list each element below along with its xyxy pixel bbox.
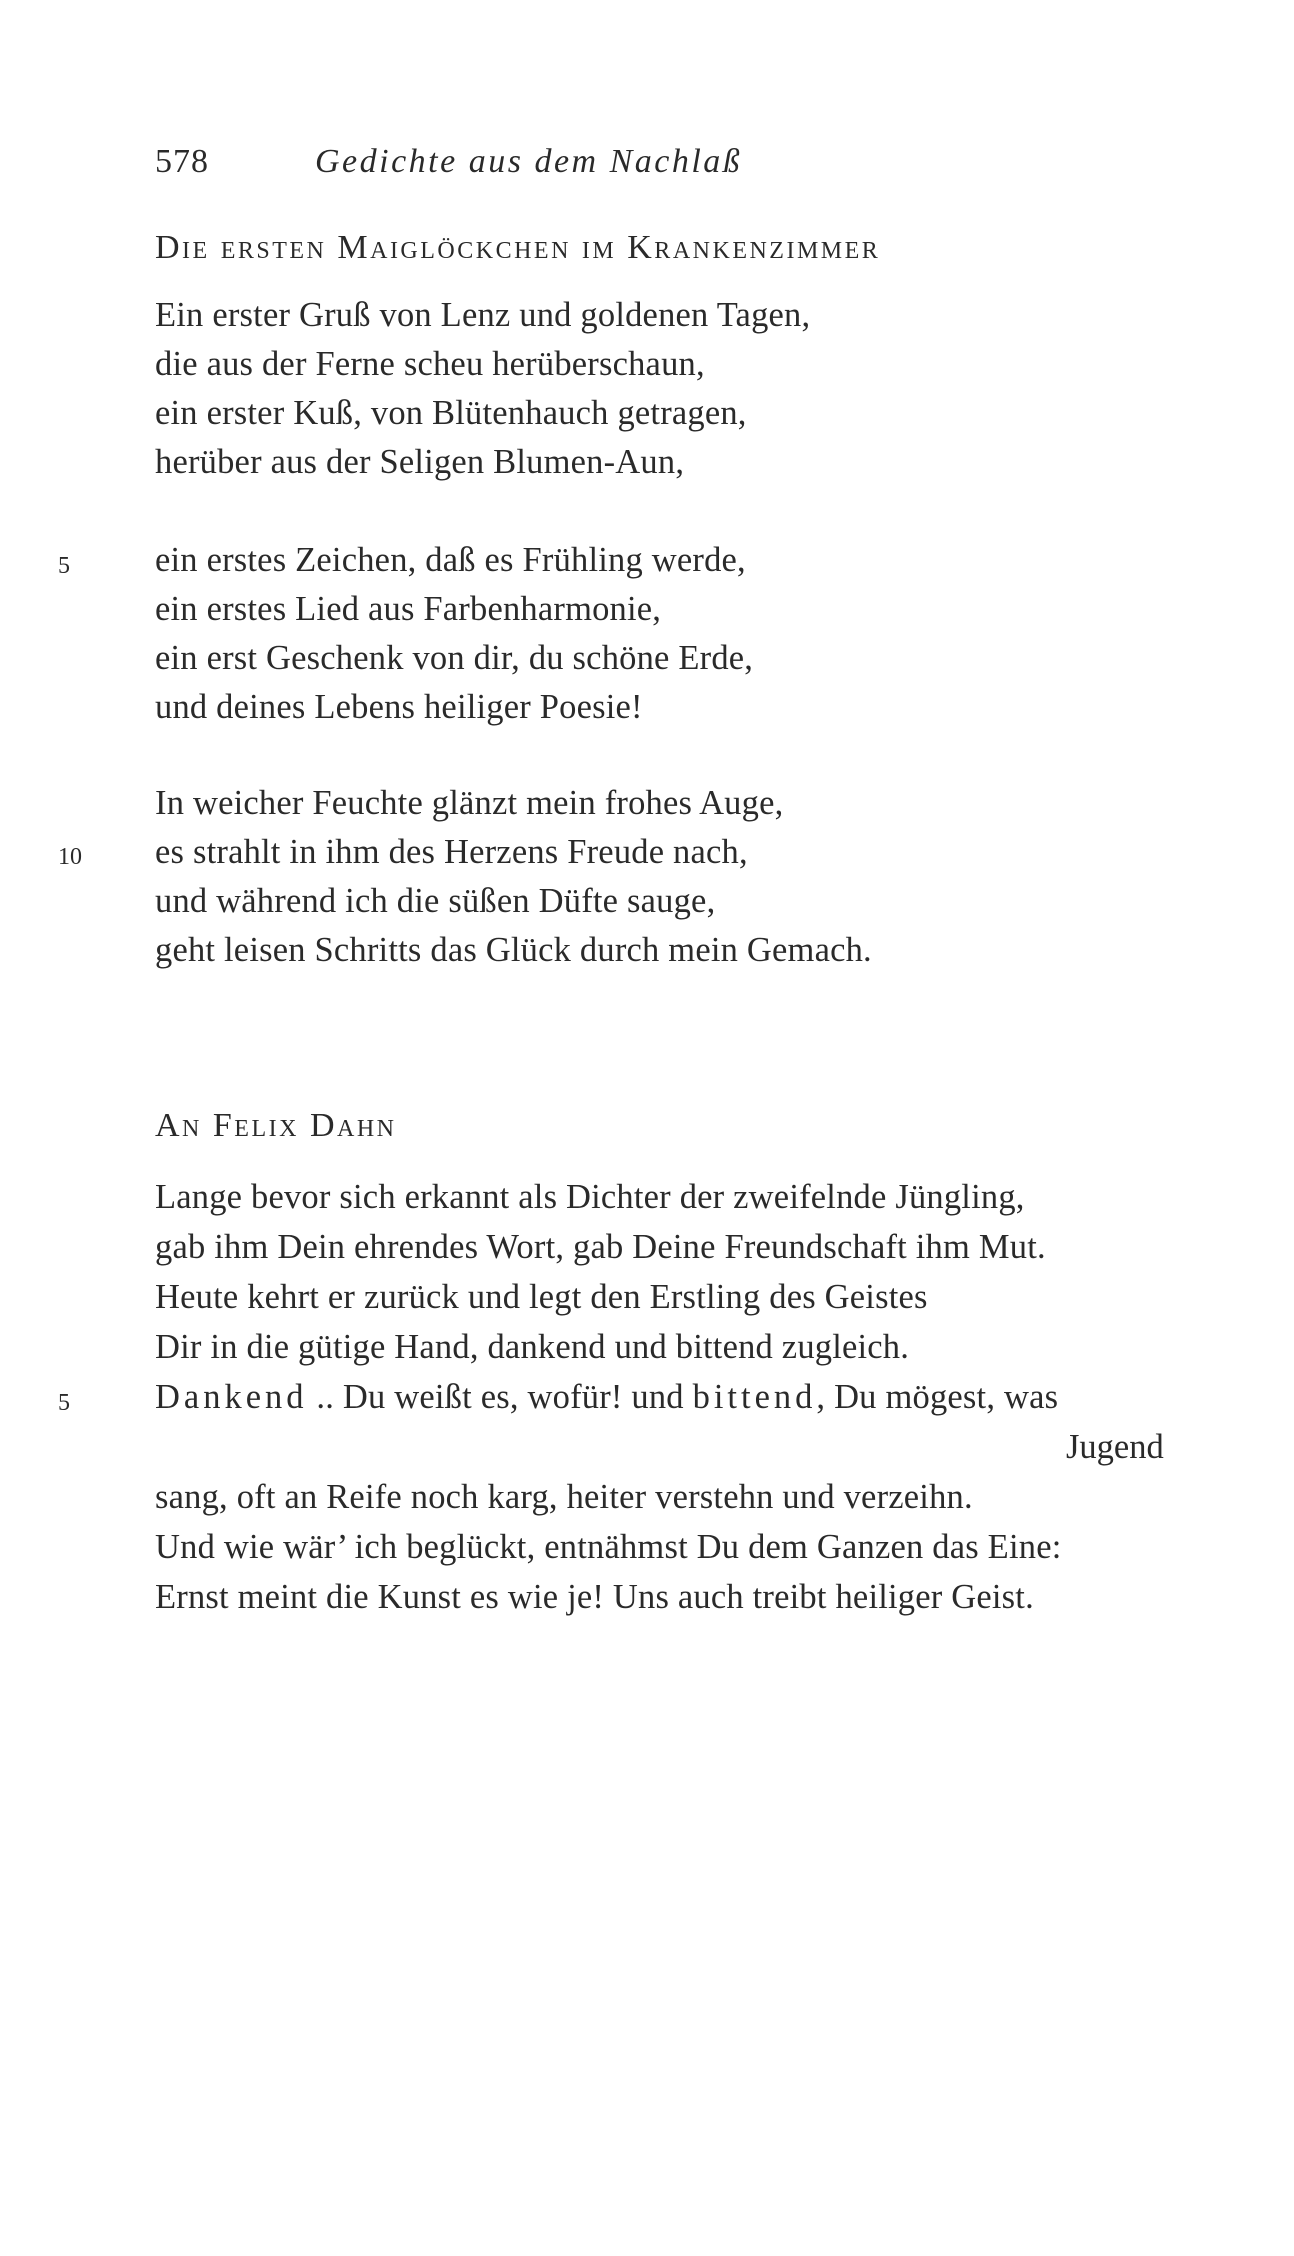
verse-line: sang, oft an Reife noch karg, heiter verstehn und verzeihn. <box>155 1478 973 1516</box>
verse-line: herüber aus der Seligen Blumen-Aun, <box>155 443 685 481</box>
verse-line: gab ihm Dein ehrendes Wort, gab Deine Freundschaft ihm Mut. <box>155 1228 1046 1266</box>
poem-title-felix-dahn: An Felix Dahn <box>155 1107 397 1144</box>
line-number: 10 <box>58 844 82 870</box>
verse-overflow-jugend: Jugend <box>1066 1428 1164 1466</box>
verse-line: ein erster Kuß, von Blütenhauch getragen, <box>155 394 747 432</box>
verse-line-5 <box>155 1377 1058 1417</box>
line-number: 5 <box>58 1390 70 1416</box>
verse-line: und deines Lebens heiliger Poesie! <box>155 688 643 726</box>
verse-line: geht leisen Schritts das Glück durch mein Gemach. <box>155 931 872 969</box>
verse-line: ein erstes Zeichen, daß es Frühling werde, <box>155 541 746 579</box>
spaced-word-dankend: Dankend <box>155 1378 308 1416</box>
verse-line: Dir in die gütige Hand, dankend und bittend zugleich. <box>155 1328 910 1366</box>
verse-line: ein erstes Lied aus Farbenharmonie, <box>155 590 662 628</box>
verse-line: In weicher Feuchte glänzt mein frohes Auge, <box>155 784 784 822</box>
verse-line: Lange bevor sich erkannt als Dichter der zweifelnde Jüngling, <box>155 1178 1025 1216</box>
verse-line: ein erst Geschenk von dir, du schöne Erde, <box>155 639 754 677</box>
verse-line: Ernst meint die Kunst es wie je! Uns auch treibt heiliger Geist. <box>155 1578 1034 1616</box>
verse-line: Heute kehrt er zurück und legt den Erstling des Geistes <box>155 1278 928 1316</box>
spaced-word-bittend: bittend <box>692 1378 817 1416</box>
verse-line: Ein erster Gruß von Lenz und goldenen Tagen, <box>155 296 811 334</box>
verse-line: und während ich die süßen Düfte sauge, <box>155 882 716 920</box>
line-number: 5 <box>58 553 70 579</box>
verse-line: Und wie wär’ ich beglückt, entnähmst Du dem Ganzen das Eine: <box>155 1528 1062 1566</box>
page-number: 578 <box>155 143 209 180</box>
verse-segment: .. Du weißt es, wofür! und <box>307 1378 693 1416</box>
verse-segment: , Du mögest, was <box>816 1378 1059 1416</box>
verse-line: es strahlt in ihm des Herzens Freude nach, <box>155 833 748 871</box>
poem-title-maigloeckchen: Die ersten Maiglöckchen im Krankenzimmer <box>155 229 881 266</box>
running-head-title: Gedichte aus dem Nachlaß <box>315 143 743 180</box>
running-head <box>155 142 742 182</box>
verse-line: die aus der Ferne scheu herüberschaun, <box>155 345 705 383</box>
